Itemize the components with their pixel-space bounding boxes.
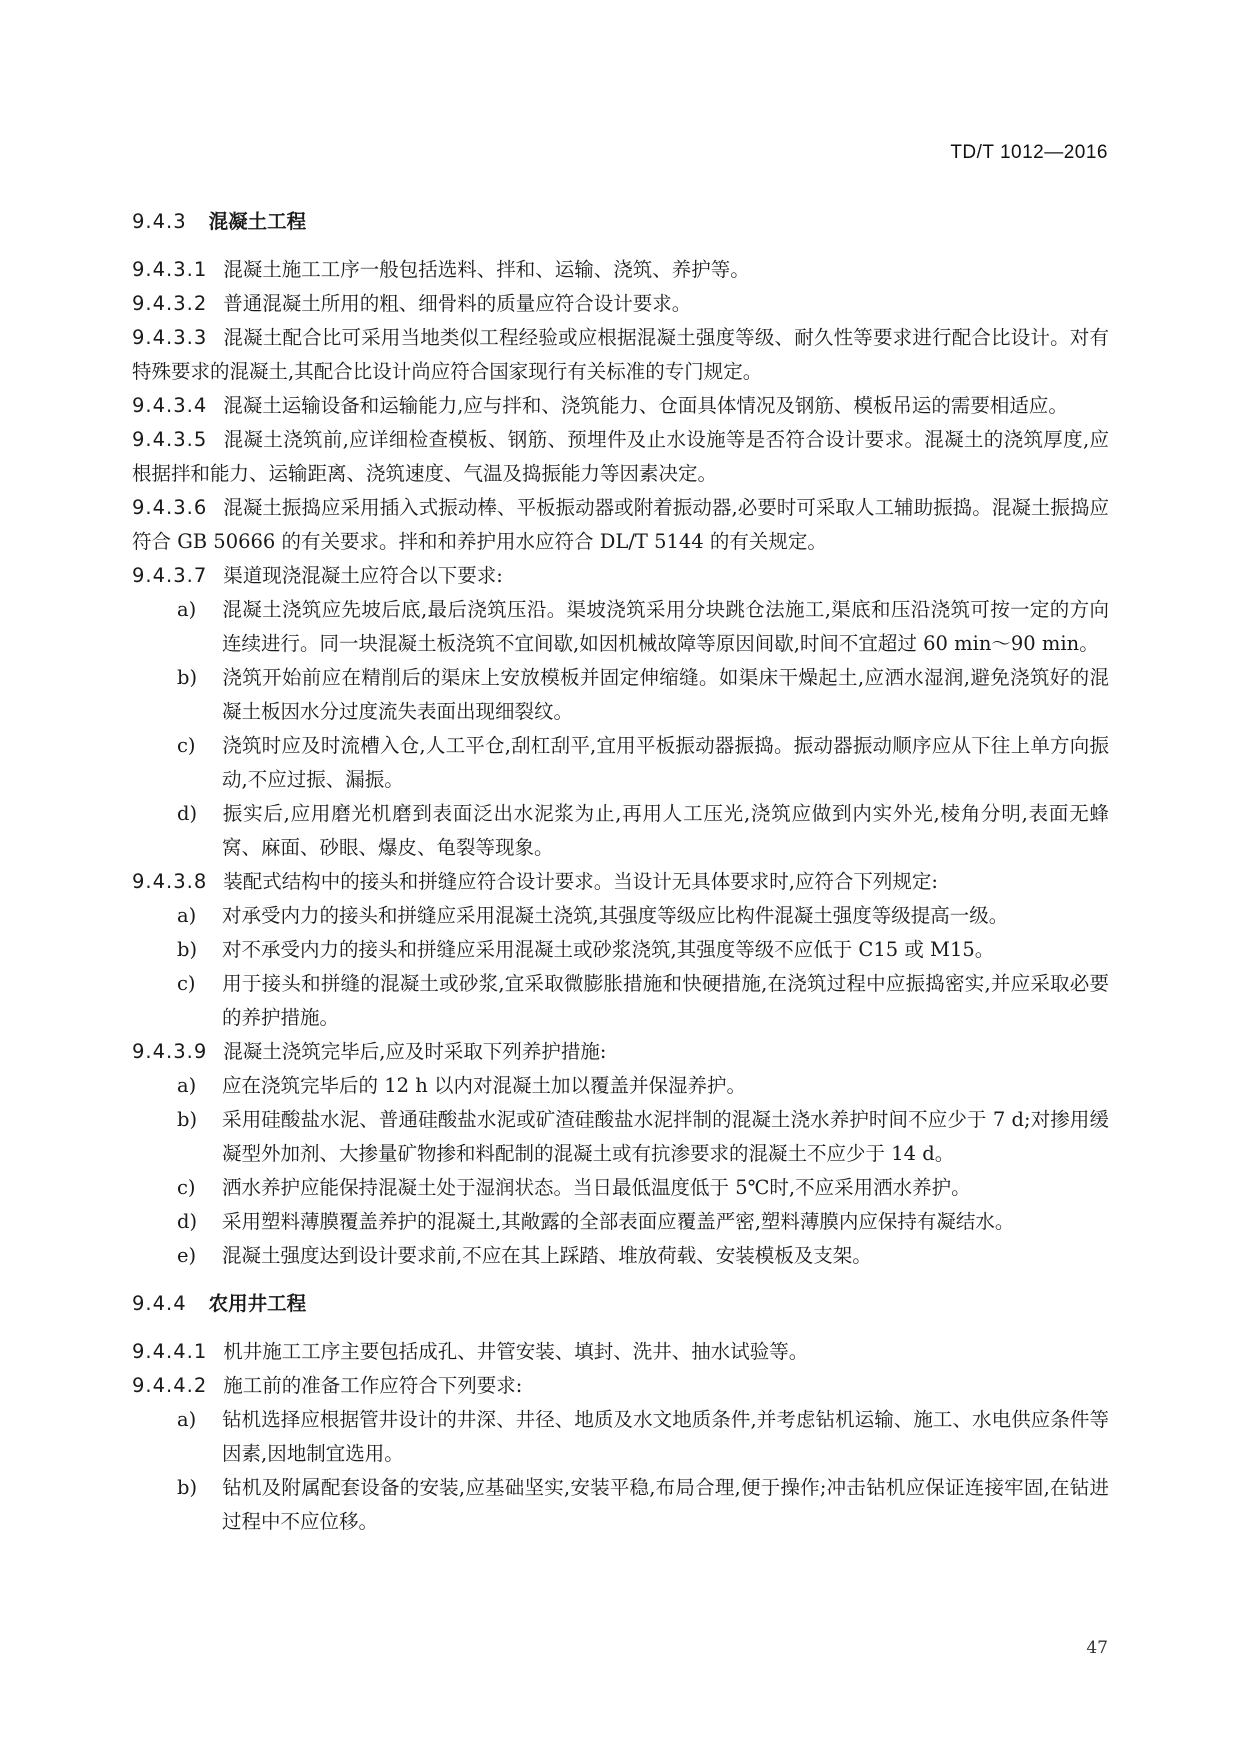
clause-number: 9.4.3.1 — [132, 258, 208, 281]
clause — [132, 423, 1109, 491]
clause-number: 9.4.3.2 — [132, 292, 208, 315]
list-item-text: 混凝土强度达到设计要求前,不应在其上踩踏、堆放荷载、安装模板及支架。 — [222, 1244, 872, 1267]
list-marker: e) — [177, 1244, 197, 1267]
clause-number: 9.4.3.4 — [132, 394, 208, 417]
clause-text: 混凝土配合比可采用当地类似工程经验或应根据混凝土强度等级、耐久性等要求进行配合比设计。对有特殊要求的混凝土,其配合比设计尚应符合国家现行有关标准的专门规定。 — [132, 326, 1109, 383]
clause-text: 混凝土施工工序一般包括选料、拌和、运输、浇筑、养护等。 — [223, 258, 750, 281]
list-marker: c) — [177, 972, 196, 995]
clause — [132, 865, 1109, 899]
clause-number: 9.4.3.8 — [132, 870, 208, 893]
list-item — [132, 1239, 1109, 1273]
section-title: 农用井工程 — [208, 1292, 307, 1315]
list-marker: b) — [177, 1476, 198, 1499]
list-marker: d) — [177, 1210, 198, 1233]
list-item-text: 对承受内力的接头和拼缝应采用混凝土浇筑,其强度等级应比构件混凝土强度等级提高一级。 — [222, 904, 1009, 927]
clause-number: 9.4.3.6 — [132, 496, 208, 519]
clause-number: 9.4.3.5 — [132, 428, 208, 451]
list-item — [132, 933, 1109, 967]
section-number: 9.4.4 — [132, 1292, 187, 1315]
list-item — [132, 1069, 1109, 1103]
list-item-text: 采用塑料薄膜覆盖养护的混凝土,其敞露的全部表面应覆盖严密,塑料薄膜内应保持有凝结水。 — [222, 1210, 1015, 1233]
list-item-text: 钻机及附属配套设备的安装,应基础坚实,安装平稳,布局合理,便于操作;冲击钻机应保证连接牢固,在钻进过程中不应位移。 — [222, 1476, 1109, 1533]
list-item — [132, 899, 1109, 933]
list-marker: c) — [177, 734, 196, 757]
document-code: TD/T 1012—2016 — [950, 142, 1108, 163]
list-item — [132, 1403, 1109, 1471]
list-item-text: 浇筑开始前应在精削后的渠床上安放模板并固定伸缩缝。如渠床干燥起土,应洒水湿润,避免浇筑好的混凝土板因水分过度流失表面出现细裂纹。 — [222, 666, 1109, 723]
list-item-text: 对不承受内力的接头和拼缝应采用混凝土或砂浆浇筑,其强度等级不应低于 C15 或 M15。 — [222, 938, 995, 961]
clause-text: 混凝土振捣应采用插入式振动棒、平板振动器或附着振动器,必要时可采取人工辅助振捣。混凝土振捣应符合 GB 50666 的有关要求。拌和和养护用水应符合 DL/T 5144 的有关规定。 — [132, 496, 1109, 553]
list-marker: a) — [177, 1408, 197, 1431]
clause-text: 施工前的准备工作应符合下列要求: — [223, 1374, 523, 1397]
clause-number: 9.4.4.1 — [132, 1340, 208, 1363]
list-marker: b) — [177, 1108, 198, 1131]
clause-text: 混凝土浇筑前,应详细检查模板、钢筋、预埋件及止水设施等是否符合设计要求。混凝土的浇筑厚度,应根据拌和能力、运输距离、浇筑速度、气温及捣振能力等因素决定。 — [132, 428, 1109, 485]
clause-number: 9.4.3.9 — [132, 1040, 208, 1063]
list-item-text: 洒水养护应能保持混凝土处于湿润状态。当日最低温度低于 5℃时,不应采用洒水养护。 — [222, 1176, 971, 1199]
list-item — [132, 1471, 1109, 1539]
clause — [132, 253, 1109, 287]
list-item-text: 用于接头和拼缝的混凝土或砂浆,宜采取微膨胀措施和快硬措施,在浇筑过程中应振捣密实,并应采取必要的养护措施。 — [222, 972, 1109, 1029]
clause — [132, 389, 1109, 423]
list-marker: c) — [177, 1176, 196, 1199]
list-marker: b) — [177, 938, 198, 961]
list-item-text: 采用硅酸盐水泥、普通硅酸盐水泥或矿渣硅酸盐水泥拌制的混凝土浇水养护时间不应少于 7 d;对掺用缓凝型外加剂、大掺量矿物掺和料配制的混凝土或有抗渗要求的混凝土不应少于 14 d。 — [222, 1108, 1109, 1165]
clause-text: 普通混凝土所用的粗、细骨料的质量应符合设计要求。 — [223, 292, 692, 315]
page-number: 47 — [1086, 1638, 1108, 1658]
list-item-text: 浇筑时应及时流槽入仓,人工平仓,刮杠刮平,宜用平板振动器振捣。振动器振动顺序应从下往上单方向振动,不应过振、漏振。 — [222, 734, 1109, 791]
clause-text: 装配式结构中的接头和拼缝应符合设计要求。当设计无具体要求时,应符合下列规定: — [223, 870, 939, 893]
list-item — [132, 661, 1109, 729]
list-marker: d) — [177, 802, 198, 825]
clause — [132, 1369, 1109, 1403]
list-item — [132, 1205, 1109, 1239]
section-heading — [132, 1287, 1109, 1321]
section-title: 混凝土工程 — [208, 210, 307, 233]
clause — [132, 1035, 1109, 1069]
list-item-text: 振实后,应用磨光机磨到表面泛出水泥浆为止,再用人工压光,浇筑应做到内实外光,棱角分明,表面无蜂窝、麻面、砂眼、爆皮、龟裂等现象。 — [222, 802, 1109, 859]
clause-number: 9.4.3.7 — [132, 564, 208, 587]
list-item — [132, 1103, 1109, 1171]
list-marker: b) — [177, 666, 198, 689]
list-item — [132, 797, 1109, 865]
clause — [132, 491, 1109, 559]
clause-text: 机井施工工序主要包括成孔、井管安装、填封、洗井、抽水试验等。 — [223, 1340, 809, 1363]
document-body — [132, 205, 1109, 1539]
clause-text: 混凝土运输设备和运输能力,应与拌和、浇筑能力、仓面具体情况及钢筋、模板吊运的需要相适应。 — [223, 394, 1068, 417]
section-number: 9.4.3 — [132, 210, 187, 233]
list-item-text: 应在浇筑完毕后的 12 h 以内对混凝土加以覆盖并保湿养护。 — [222, 1074, 746, 1097]
list-item — [132, 593, 1109, 661]
list-marker: a) — [177, 1074, 197, 1097]
section-heading — [132, 205, 1109, 239]
clause — [132, 287, 1109, 321]
clause-number: 9.4.4.2 — [132, 1374, 208, 1397]
clause — [132, 321, 1109, 389]
clause — [132, 1335, 1109, 1369]
clause-text: 混凝土浇筑完毕后,应及时采取下列养护措施: — [223, 1040, 607, 1063]
list-item-text: 钻机选择应根据管井设计的井深、井径、地质及水文地质条件,并考虑钻机运输、施工、水电供应条件等因素,因地制宜选用。 — [222, 1408, 1109, 1465]
list-item — [132, 729, 1109, 797]
list-item — [132, 1171, 1109, 1205]
list-marker: a) — [177, 598, 197, 621]
clause-number: 9.4.3.3 — [132, 326, 208, 349]
clause — [132, 559, 1109, 593]
clause-text: 渠道现浇混凝土应符合以下要求: — [223, 564, 503, 587]
list-marker: a) — [177, 904, 197, 927]
list-item-text: 混凝土浇筑应先坡后底,最后浇筑压沿。渠坡浇筑采用分块跳仓法施工,渠底和压沿浇筑可按一定的方向连续进行。同一块混凝土板浇筑不宜间歇,如因机械故障等原因间歇,时间不宜超过 60 min～90 min。 — [222, 598, 1109, 655]
list-item — [132, 967, 1109, 1035]
